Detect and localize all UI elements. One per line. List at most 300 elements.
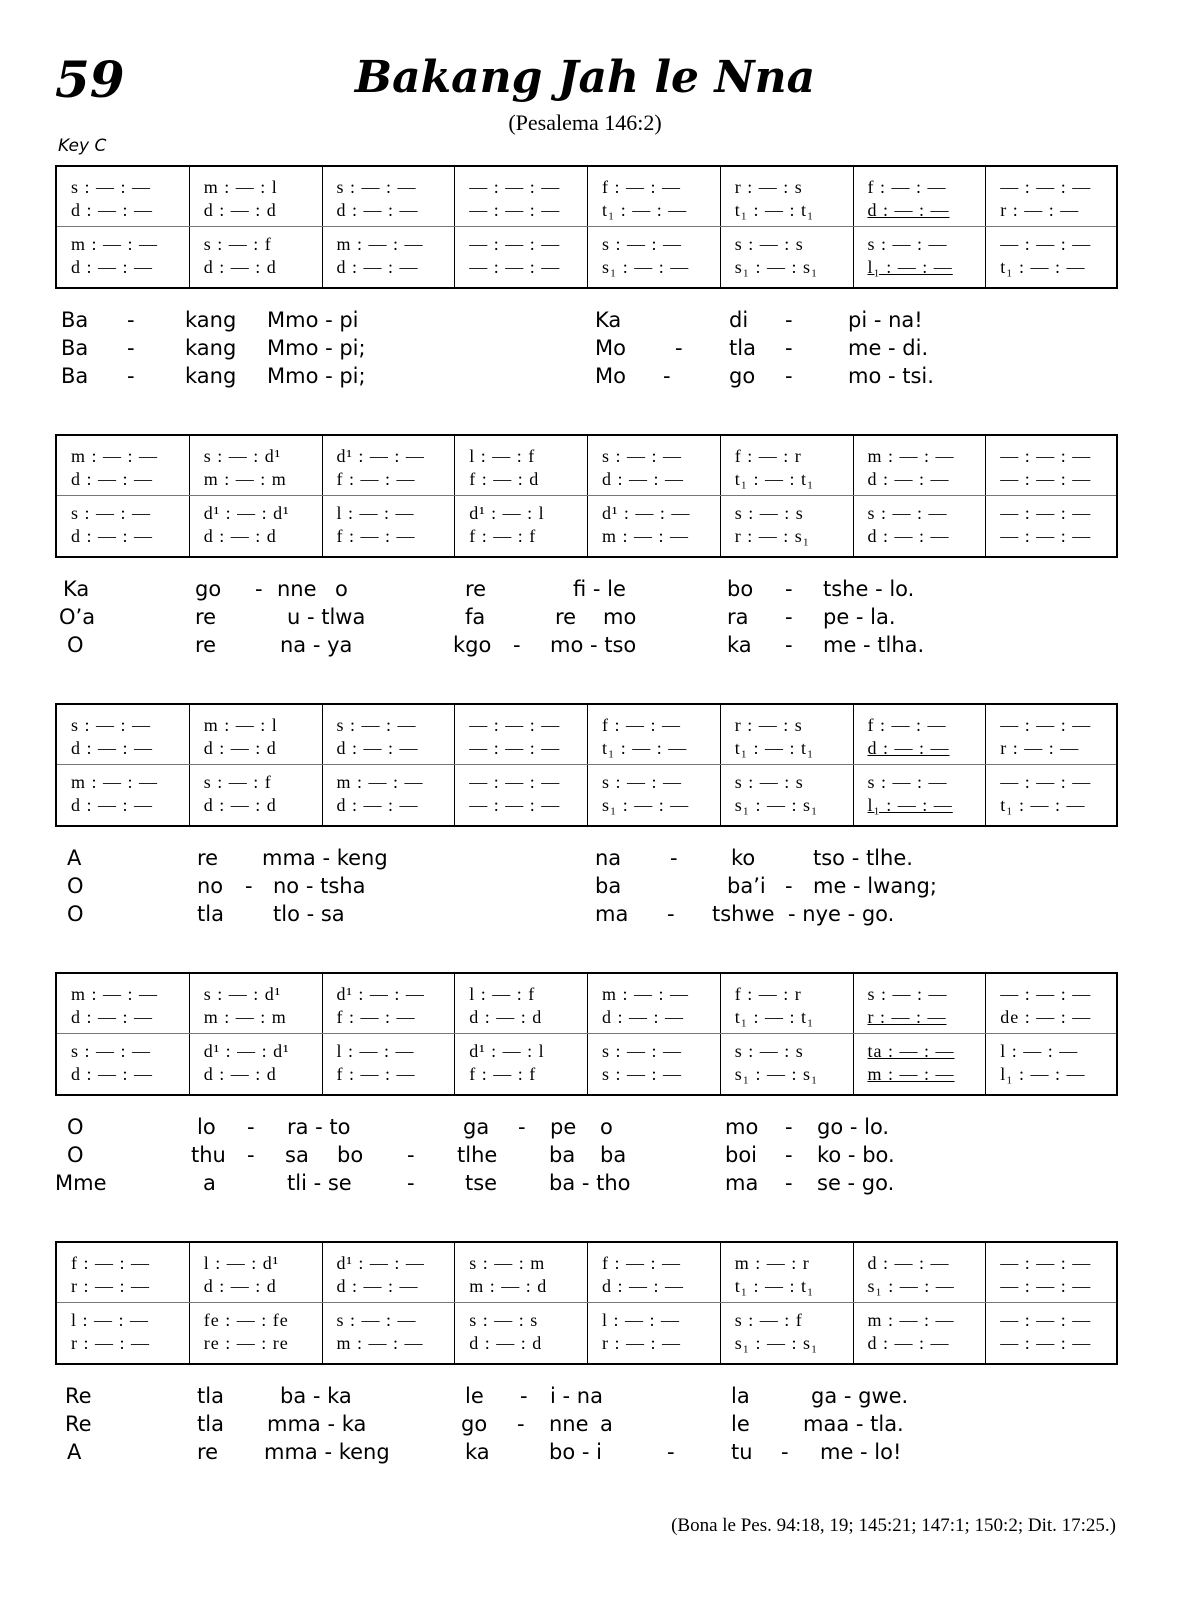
lyric-syllable: O xyxy=(67,633,84,657)
lyric-syllable: Mmo - pi; xyxy=(267,336,366,360)
lyric-syllable: - xyxy=(785,874,793,898)
measure: l₁ : — : — xyxy=(867,794,953,815)
measure: d : — : — xyxy=(867,737,950,758)
measure: m : — : — xyxy=(867,1063,955,1084)
measure: de : — : — xyxy=(1000,1006,1092,1027)
lyric-syllable: mma - keng xyxy=(262,846,388,870)
voice-soprano xyxy=(57,983,1116,1005)
lyric-syllable: Mo xyxy=(595,364,626,388)
measure: d : — : — xyxy=(71,1063,154,1084)
lyric-verse-1 xyxy=(55,1115,1118,1143)
lyric-syllable: bo xyxy=(337,1143,364,1167)
lyric-syllable: me - di. xyxy=(848,336,929,360)
measure: s : — : f xyxy=(203,233,272,254)
measure: fe : — : fe xyxy=(203,1309,289,1330)
measure: t₁ : — : t₁ xyxy=(734,468,815,489)
measure: — : — : — xyxy=(469,794,561,815)
lyric-syllable: - xyxy=(520,1384,528,1408)
measure: s : — : f xyxy=(203,771,272,792)
lyric-syllable: tso - tlhe. xyxy=(813,846,913,870)
lyric-syllable: ba’i xyxy=(727,874,766,898)
lyric-syllable: - xyxy=(785,605,793,629)
lyric-syllable: ra - to xyxy=(287,1115,351,1139)
measure: — : — : — xyxy=(1000,502,1092,523)
measure: m : — : d xyxy=(469,1275,548,1296)
lyrics-block-5 xyxy=(55,1384,1118,1468)
measure: t₁ : — : — xyxy=(602,199,688,220)
lyric-verse-3 xyxy=(55,364,1118,392)
lyric-syllable: O xyxy=(67,902,84,926)
lyric-syllable: no xyxy=(197,874,224,898)
measure: r : — : — xyxy=(1000,199,1080,220)
measure: d : — : d xyxy=(203,1275,277,1296)
voice-alto xyxy=(57,468,1116,490)
lyric-verse-1 xyxy=(55,577,1118,605)
measure: m : — : m xyxy=(203,468,287,489)
lyric-syllable: tla xyxy=(197,1384,224,1408)
lyric-syllable: - nye - go. xyxy=(788,902,895,926)
measure: d : — : — xyxy=(71,1006,154,1027)
lyric-syllable: Ba xyxy=(61,308,89,332)
lyric-syllable: Mmo - pi xyxy=(267,308,359,332)
measure: — : — : — xyxy=(1000,714,1092,735)
lyric-syllable: ba xyxy=(600,1143,627,1167)
voice-tenor xyxy=(57,502,1116,524)
lyric-syllable: a xyxy=(203,1171,216,1195)
lyric-syllable: mo - tsi. xyxy=(848,364,934,388)
lyric-syllable: tlo - sa xyxy=(273,902,345,926)
lyric-syllable: lo xyxy=(197,1115,216,1139)
lyric-syllable: - xyxy=(785,1115,793,1139)
lyric-syllable: thu xyxy=(191,1143,226,1167)
lyric-syllable: - xyxy=(675,336,683,360)
lyric-syllable: - xyxy=(517,1412,525,1436)
lyric-syllable: - xyxy=(407,1143,415,1167)
lyric-syllable: mo xyxy=(603,605,637,629)
measure: d : — : — xyxy=(71,256,154,277)
lyric-syllable: ba xyxy=(549,1143,576,1167)
lyric-syllable: fa xyxy=(465,605,486,629)
measure: l : — : f xyxy=(469,983,536,1004)
lyrics-block-3 xyxy=(55,846,1118,930)
voice-soprano xyxy=(57,176,1116,198)
measure: d : — : d xyxy=(203,199,277,220)
lyric-syllable: O xyxy=(67,874,84,898)
measure: — : — : — xyxy=(1000,176,1092,197)
measure: l₁ : — : — xyxy=(867,256,953,277)
measure: d : — : — xyxy=(71,199,154,220)
measure: f : — : — xyxy=(336,468,416,489)
lyric-syllable: re xyxy=(197,846,219,870)
measure: d : — : d xyxy=(203,256,277,277)
scripture-reference: (Pesalema 146:2) xyxy=(508,110,662,135)
lyric-syllable: sa xyxy=(285,1143,309,1167)
measure: t₁ : — : — xyxy=(1000,256,1086,277)
voice-tenor xyxy=(57,1040,1116,1062)
measure: m : — : — xyxy=(71,445,159,466)
staff-divider xyxy=(57,1033,1116,1034)
hymn-number: 59 xyxy=(55,50,125,109)
measure: d : — : d xyxy=(203,737,277,758)
lyric-syllable: kgo xyxy=(453,633,492,657)
measure: s : — : — xyxy=(867,502,948,523)
measure: d : — : — xyxy=(71,737,154,758)
measure: l : — : f xyxy=(469,445,536,466)
measure: s : — : — xyxy=(602,1063,683,1084)
lyric-syllable: Ba xyxy=(61,336,89,360)
lyric-syllable: i - na xyxy=(550,1384,603,1408)
measure: r : — : — xyxy=(602,1332,681,1353)
voice-soprano xyxy=(57,714,1116,736)
measure: r : — : — xyxy=(1000,737,1080,758)
lyric-syllable: mma - keng xyxy=(264,1440,390,1464)
lyric-verse-3 xyxy=(55,902,1118,930)
lyric-syllable: - xyxy=(518,1115,526,1139)
measure: f : — : f xyxy=(469,525,537,546)
music-system-5 xyxy=(55,1241,1118,1365)
lyric-syllable: go xyxy=(461,1412,488,1436)
measure: s : — : s xyxy=(469,1309,539,1330)
lyric-syllable: re xyxy=(555,605,577,629)
lyric-verse-1 xyxy=(55,1384,1118,1412)
measure: — : — : — xyxy=(1000,468,1092,489)
measure: s : — : d¹ xyxy=(203,445,282,466)
lyric-syllable: A xyxy=(67,1440,82,1464)
lyric-syllable: nne xyxy=(277,577,317,601)
lyric-syllable: Re xyxy=(65,1412,92,1436)
measure: — : — : — xyxy=(1000,1252,1092,1273)
lyric-syllable: go xyxy=(195,577,222,601)
voice-soprano xyxy=(57,445,1116,467)
measure: m : — : — xyxy=(867,445,955,466)
lyric-syllable: fi - le xyxy=(573,577,626,601)
voice-bass xyxy=(57,525,1116,547)
footer-reference: (Bona le Pes. 94:18, 19; 145:21; 147:1; 150:2; Dit. 17:25.) xyxy=(671,1515,1116,1536)
measure: m : — : — xyxy=(336,771,424,792)
measure: — : — : — xyxy=(1000,525,1092,546)
measure: d : — : — xyxy=(336,199,419,220)
key-signature: Key C xyxy=(58,136,107,156)
measure: d¹ : — : d¹ xyxy=(203,502,290,523)
measure: m : — : — xyxy=(336,1332,424,1353)
lyrics-block-1 xyxy=(55,308,1118,392)
music-system-1 xyxy=(55,165,1118,289)
measure: d : — : — xyxy=(336,256,419,277)
measure: m : — : — xyxy=(71,771,159,792)
measure: t₁ : — : t₁ xyxy=(734,737,815,758)
measure: s : — : s xyxy=(734,771,804,792)
lyric-syllable: - xyxy=(127,308,135,332)
lyric-syllable: - xyxy=(513,633,521,657)
voice-alto xyxy=(57,199,1116,221)
voice-bass xyxy=(57,256,1116,278)
lyric-syllable: - xyxy=(127,336,135,360)
measure: — : — : — xyxy=(1000,445,1092,466)
voice-soprano xyxy=(57,1252,1116,1274)
lyric-syllable: nne xyxy=(549,1412,589,1436)
measure: r : — : — xyxy=(71,1332,150,1353)
lyric-syllable: ka xyxy=(465,1440,490,1464)
lyric-syllable: pi - na! xyxy=(848,308,923,332)
measure: d : — : d xyxy=(469,1332,543,1353)
measure: s : — : — xyxy=(71,1040,152,1061)
measure: d¹ : — : — xyxy=(336,983,425,1004)
measure: — : — : — xyxy=(1000,1309,1092,1330)
lyric-syllable: go xyxy=(729,364,756,388)
lyric-verse-1 xyxy=(55,308,1118,336)
measure: r : — : s xyxy=(734,714,803,735)
measure: m : — : l xyxy=(203,176,278,197)
lyric-syllable: ma xyxy=(595,902,629,926)
measure: l₁ : — : — xyxy=(1000,1063,1086,1084)
lyric-verse-1 xyxy=(55,846,1118,874)
measure: d¹ : — : d¹ xyxy=(203,1040,290,1061)
lyric-verse-2 xyxy=(55,605,1118,633)
measure: m : — : — xyxy=(336,233,424,254)
staff-divider xyxy=(57,764,1116,765)
measure: s : — : — xyxy=(336,714,417,735)
lyric-verse-2 xyxy=(55,1143,1118,1171)
measure: f : — : — xyxy=(336,1006,416,1027)
measure: d : — : — xyxy=(867,1332,950,1353)
lyric-syllable: O xyxy=(67,1115,84,1139)
lyric-syllable: Ka xyxy=(595,308,622,332)
measure: d : — : — xyxy=(602,1006,685,1027)
lyric-syllable: re xyxy=(465,577,487,601)
lyric-syllable: ba xyxy=(595,874,622,898)
measure: f : — : d xyxy=(469,468,540,489)
lyric-syllable: tlhe xyxy=(457,1143,498,1167)
measure: f : — : r xyxy=(734,983,802,1004)
music-system-4 xyxy=(55,972,1118,1096)
voice-bass xyxy=(57,1063,1116,1085)
lyric-syllable: ra xyxy=(727,605,749,629)
lyric-syllable: bo - i xyxy=(549,1440,602,1464)
voice-alto xyxy=(57,737,1116,759)
lyric-syllable: ma xyxy=(725,1171,759,1195)
voice-alto xyxy=(57,1006,1116,1028)
measure: s₁ : — : — xyxy=(602,794,690,815)
lyric-syllable: bo xyxy=(727,577,754,601)
measure: m : — : m xyxy=(203,1006,287,1027)
measure: m : — : — xyxy=(602,525,690,546)
lyric-syllable: Ka xyxy=(63,577,90,601)
measure: s : — : — xyxy=(71,502,152,523)
measure: d : — : — xyxy=(71,468,154,489)
measure: f : — : f xyxy=(469,1063,537,1084)
measure: d : — : — xyxy=(602,468,685,489)
music-system-3 xyxy=(55,703,1118,827)
lyric-syllable: - xyxy=(781,1440,789,1464)
measure: — : — : — xyxy=(1000,1275,1092,1296)
measure: m : — : — xyxy=(602,983,690,1004)
lyric-syllable: Mme xyxy=(55,1171,107,1195)
lyric-syllable: - xyxy=(670,846,678,870)
measure: s : — : f xyxy=(734,1309,803,1330)
lyric-syllable: - xyxy=(127,364,135,388)
measure: d¹ : — : — xyxy=(336,1252,425,1273)
voice-tenor xyxy=(57,233,1116,255)
lyric-syllable: di xyxy=(729,308,749,332)
staff-divider xyxy=(57,226,1116,227)
measure: s : — : s xyxy=(734,233,804,254)
measure: s₁ : — : — xyxy=(867,1275,955,1296)
measure: — : — : — xyxy=(469,737,561,758)
lyric-syllable: le xyxy=(465,1384,484,1408)
measure: t₁ : — : t₁ xyxy=(734,199,815,220)
voice-bass xyxy=(57,794,1116,816)
measure: s₁ : — : s₁ xyxy=(734,256,819,277)
lyric-syllable: ba - ka xyxy=(280,1384,352,1408)
lyric-syllable: O xyxy=(67,1143,84,1167)
lyric-syllable: - xyxy=(667,902,675,926)
staff-divider xyxy=(57,495,1116,496)
measure: l : — : — xyxy=(71,1309,150,1330)
lyric-syllable: - xyxy=(785,308,793,332)
measure: t₁ : — : — xyxy=(1000,794,1086,815)
measure: f : — : — xyxy=(602,176,681,197)
voice-tenor xyxy=(57,1309,1116,1331)
measure: d : — : — xyxy=(867,525,950,546)
lyrics-block-4 xyxy=(55,1115,1118,1199)
lyric-syllable: - xyxy=(785,364,793,388)
lyric-verse-2 xyxy=(55,874,1118,902)
measure: s : — : d¹ xyxy=(203,983,282,1004)
lyric-syllable: na xyxy=(595,846,622,870)
measure: m : — : — xyxy=(71,983,159,1004)
measure: d : — : — xyxy=(867,468,950,489)
measure: d : — : d xyxy=(203,1063,277,1084)
lyric-syllable: Mo xyxy=(595,336,626,360)
lyric-verse-2 xyxy=(55,1412,1118,1440)
measure: s : — : — xyxy=(867,233,948,254)
measure: d : — : — xyxy=(336,1275,419,1296)
lyric-verse-3 xyxy=(55,1440,1118,1468)
lyric-syllable: ka xyxy=(727,633,752,657)
voice-tenor xyxy=(57,771,1116,793)
measure: r : — : — xyxy=(867,1006,947,1027)
measure: d : — : — xyxy=(867,1252,950,1273)
measure: s : — : — xyxy=(867,771,948,792)
lyric-syllable: - xyxy=(255,577,263,601)
lyric-syllable: a xyxy=(600,1412,613,1436)
lyric-syllable: la xyxy=(731,1384,750,1408)
lyric-syllable: mo - tso xyxy=(550,633,637,657)
lyric-syllable: kang xyxy=(185,336,237,360)
measure: s : — : m xyxy=(469,1252,546,1273)
measure: d¹ : — : l xyxy=(469,502,545,523)
lyric-syllable: o xyxy=(600,1115,613,1139)
measure: d : — : — xyxy=(867,199,950,220)
measure: s : — : s xyxy=(734,1040,804,1061)
lyric-syllable: ga xyxy=(463,1115,490,1139)
lyric-syllable: tla xyxy=(197,1412,224,1436)
measure: m : — : r xyxy=(734,1252,810,1273)
lyric-syllable: kang xyxy=(185,308,237,332)
lyric-syllable: - xyxy=(663,364,671,388)
lyric-syllable: - xyxy=(785,1143,793,1167)
measure: s : — : — xyxy=(71,714,152,735)
measure: l : — : — xyxy=(1000,1040,1079,1061)
lyric-syllable: tla xyxy=(729,336,756,360)
measure: d : — : — xyxy=(336,794,419,815)
lyric-syllable: no - tsha xyxy=(273,874,366,898)
measure: f : — : — xyxy=(602,1252,681,1273)
measure: — : — : — xyxy=(1000,233,1092,254)
lyric-syllable: - xyxy=(247,1143,255,1167)
music-system-2 xyxy=(55,434,1118,558)
lyric-syllable: re xyxy=(197,1440,219,1464)
measure: — : — : — xyxy=(469,199,561,220)
lyric-syllable: tshe - lo. xyxy=(823,577,915,601)
lyric-syllable: re xyxy=(195,605,217,629)
hymn-title: Bakang Jah le Nna xyxy=(354,52,816,103)
measure: l : — : — xyxy=(336,502,415,523)
lyric-verse-3 xyxy=(55,1171,1118,1199)
measure: f : — : — xyxy=(336,1063,416,1084)
measure: r : — : s₁ xyxy=(734,525,811,546)
lyric-syllable: me - lwang; xyxy=(813,874,937,898)
measure: re : — : re xyxy=(203,1332,289,1353)
lyric-syllable: - xyxy=(407,1171,415,1195)
measure: t₁ : — : — xyxy=(602,737,688,758)
voice-bass xyxy=(57,1332,1116,1354)
lyric-syllable: - xyxy=(247,1115,255,1139)
measure: s : — : — xyxy=(71,176,152,197)
measure: — : — : — xyxy=(469,176,561,197)
lyric-syllable: A xyxy=(67,846,82,870)
measure: f : — : — xyxy=(602,714,681,735)
lyric-syllable: Ba xyxy=(61,364,89,388)
measure: d : — : — xyxy=(71,525,154,546)
measure: d¹ : — : — xyxy=(602,502,691,523)
measure: s : — : s xyxy=(734,502,804,523)
measure: — : — : — xyxy=(1000,1332,1092,1353)
lyric-syllable: me - lo! xyxy=(820,1440,902,1464)
measure: s : — : — xyxy=(336,176,417,197)
measure: d¹ : — : — xyxy=(336,445,425,466)
lyric-syllable: o xyxy=(335,577,348,601)
lyric-syllable: - xyxy=(245,874,253,898)
measure: f : — : — xyxy=(867,176,947,197)
measure: d : — : d xyxy=(203,794,277,815)
measure: d : — : — xyxy=(71,794,154,815)
lyric-syllable: mma - ka xyxy=(267,1412,367,1436)
measure: ta : — : — xyxy=(867,1040,955,1061)
measure: — : — : — xyxy=(469,233,561,254)
measure: d : — : d xyxy=(469,1006,543,1027)
measure: r : — : — xyxy=(71,1275,150,1296)
lyric-syllable: Re xyxy=(65,1384,92,1408)
lyric-syllable: go - lo. xyxy=(817,1115,890,1139)
lyrics-block-2 xyxy=(55,577,1118,661)
measure: m : — : l xyxy=(203,714,278,735)
measure: s₁ : — : — xyxy=(602,256,690,277)
lyric-syllable: re xyxy=(195,633,217,657)
measure: f : — : — xyxy=(867,714,947,735)
lyric-syllable: pe xyxy=(550,1115,577,1139)
voice-alto xyxy=(57,1275,1116,1297)
lyric-syllable: ko xyxy=(731,846,756,870)
measure: d : — : — xyxy=(336,737,419,758)
measure: d : — : — xyxy=(602,1275,685,1296)
measure: m : — : — xyxy=(71,233,159,254)
measure: t₁ : — : t₁ xyxy=(734,1006,815,1027)
lyric-verse-2 xyxy=(55,336,1118,364)
lyric-syllable: na - ya xyxy=(280,633,353,657)
measure: l : — : — xyxy=(336,1040,415,1061)
lyric-syllable: u - tlwa xyxy=(287,605,366,629)
